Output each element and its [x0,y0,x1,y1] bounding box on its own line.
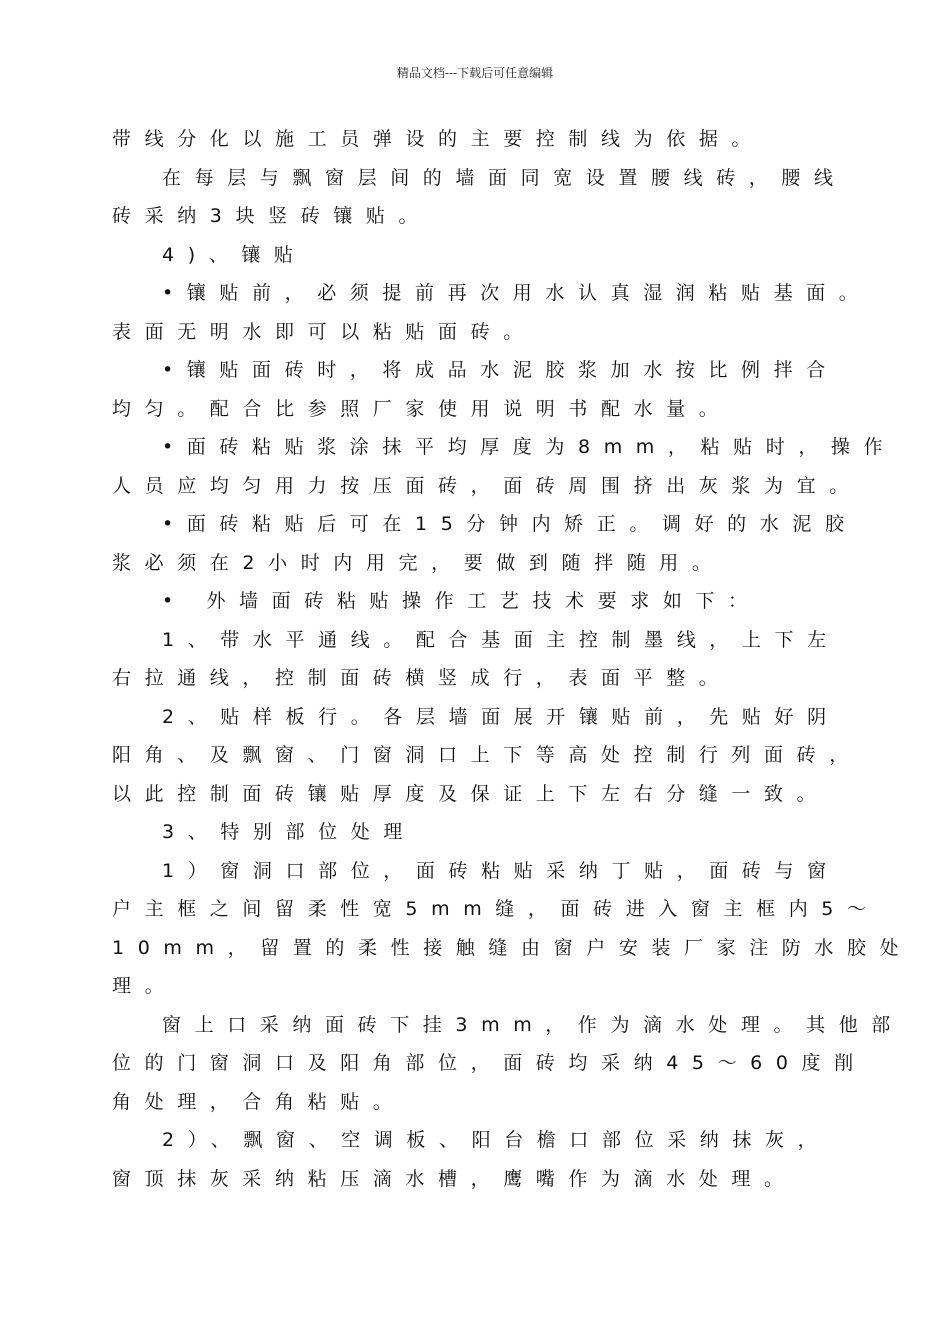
text-line: 户主框之间留柔性宽5mm缝，面砖进入窗主框内5～ [112,898,880,920]
text-line: 2）、飘窗、空调板、阳台檐口部位采纳抹灰， [162,1129,831,1151]
text-line: • 外墙面砖粘贴操作工艺技术要求如下： [162,590,761,612]
text-line: 带线分化以施工员弹设的主要控制线为依据。 [112,128,765,150]
text-line: 浆必须在2小时内用完，要做到随拌随用。 [112,551,725,574]
page-header: 精品文档---下载后可任意编辑 [396,66,554,80]
text-line: 窗顶抹灰采纳粘压滴水槽，鹰嘴作为滴水处理。 [112,1167,797,1190]
text-line: 理。 [112,975,178,997]
text-line: 2、贴样板行。各层墙面展开镶贴前，先贴好阴 [162,705,840,728]
text-line: 4)、镶贴 [162,243,307,266]
text-line: 10mm，留置的柔性接触缝由窗户安装厂家注防水胶处 [112,936,913,959]
text-line: 均匀。配合比参照厂家使用说明书配水量。 [112,397,732,420]
text-line: •镶贴面砖时，将成品水泥胶浆加水按比例拌合 [162,359,839,381]
text-line: •面砖粘贴后可在15分钟内矫正。调好的水泥胶 [162,513,858,535]
text-line: 1、带水平通线。配合基面主控制墨线，上下左 [162,628,840,651]
text-line: 角处理，合角粘贴。 [112,1090,406,1113]
text-line: 阳角、及飘窗、门窗洞口上下等高处控制行列面砖， [112,744,862,766]
text-line: 砖采纳3块竖砖镶贴。 [112,205,432,227]
text-line: 窗上口采纳面砖下挂3mm，作为滴水处理。其他部 [162,1013,904,1036]
document-body [112,120,913,1198]
text-line: 人员应均匀用力按压面砖，面砖周围挤出灰浆为宜。 [112,474,862,497]
text-line: 表面无明水即可以粘贴面砖。 [112,320,536,343]
text-line: •镶贴前，必须提前再次用水认真湿润粘贴基面。 [162,282,872,304]
text-line: 以此控制面砖镶贴厚度及保证上下左右分缝一致。 [112,782,830,805]
text-line: 3、特别部位处理 [162,821,416,843]
text-line: 1）窗洞口部位，面砖粘贴采纳丁贴，面砖与窗 [162,859,840,882]
text-line: 位的门窗洞口及阳角部位，面砖均采纳45～60度削 [112,1052,867,1074]
text-line: •面砖粘贴浆涂抹平均厚度为8mm，粘贴时，操作 [162,436,897,458]
text-line: 右拉通线，控制面砖横竖成行，表面平整。 [112,667,732,689]
text-line: 在每层与飘窗层间的墙面同宽设置腰线砖，腰线 [162,166,847,189]
